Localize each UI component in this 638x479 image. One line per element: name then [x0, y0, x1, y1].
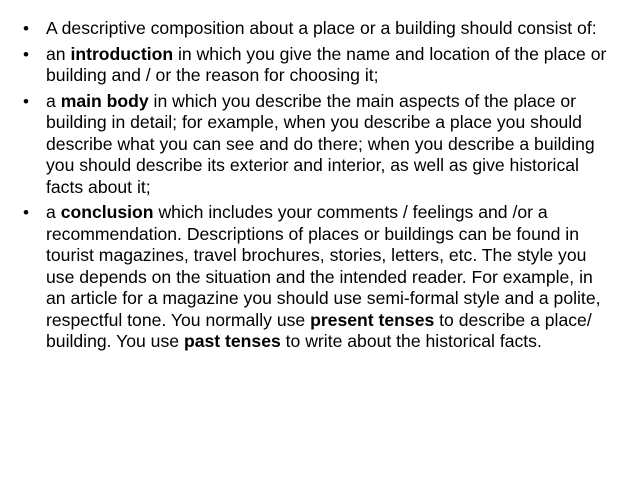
- bullet-text: an: [46, 43, 71, 64]
- bullet-text: in which you describe the main aspects of the place or building in detail; for example, when you describe a place you should describe what you can see and do there; when you describe a building you should describe its exterior and interior, as well as give historical facts about it;: [46, 90, 595, 197]
- bullet-text: in which you give the name and location of the place or building and / or the reason for choosing it;: [46, 43, 607, 85]
- term-present-tenses: present tenses: [310, 309, 435, 330]
- bullet-icon: •: [23, 91, 29, 111]
- bullet-list: [20, 18, 616, 353]
- bullet-icon: •: [23, 203, 29, 222]
- bullet-icon: •: [23, 44, 29, 64]
- term-introduction: introduction: [70, 43, 174, 64]
- bullet-text: to describe a place/ building. You use: [46, 309, 592, 351]
- bullet-item-main-body: [20, 91, 616, 199]
- bullet-text: A descriptive composition about a place or a building should consist of:: [46, 18, 597, 38]
- bullet-item-composition: [20, 18, 616, 40]
- bullet-text: a: [46, 202, 61, 222]
- bullet-text: a: [46, 90, 61, 111]
- bullet-text: to write about the historical facts.: [280, 331, 542, 351]
- bullet-text: which includes your comments / feelings and /or a recommendation. Descriptions of places or buildings can be found in tourist magazines, travel brochures, stories, letters, etc. The style you use depends on the situation and the intended reader. For example, in an article for a magazine you should use semi-formal style and a polite, respectful tone. You normally use: [46, 202, 601, 330]
- bullet-item-introduction: [20, 44, 616, 87]
- term-past-tenses: past tenses: [183, 331, 281, 351]
- bullet-icon: •: [23, 19, 29, 38]
- bullet-item-conclusion: [20, 202, 616, 353]
- term-conclusion: conclusion: [60, 202, 154, 222]
- term-main-body: main body: [60, 90, 149, 111]
